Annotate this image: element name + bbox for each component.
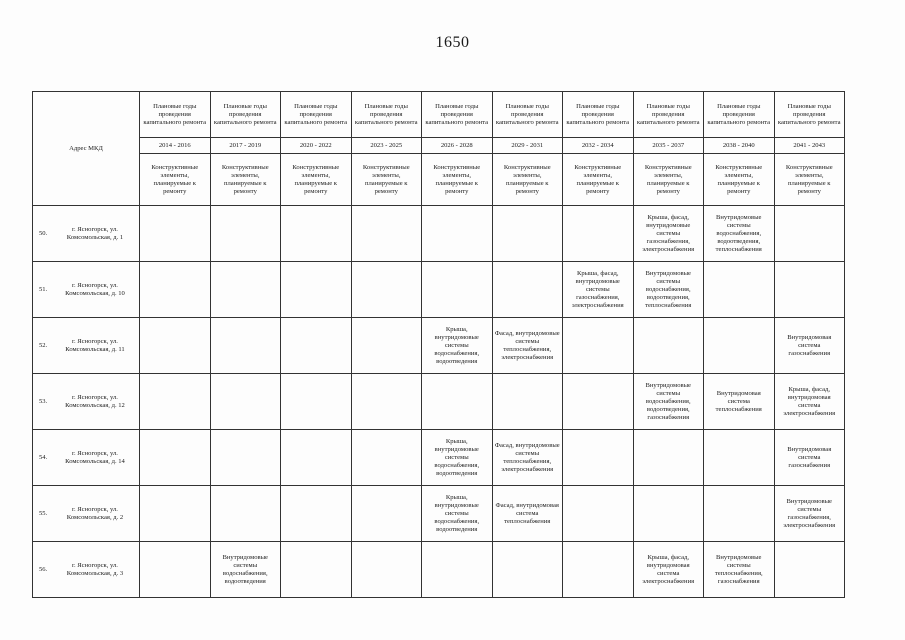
year-range-header: 2026 - 2028 bbox=[422, 138, 493, 154]
repair-elements-cell bbox=[140, 206, 211, 262]
repair-elements-cell bbox=[774, 542, 845, 598]
repair-elements-cell bbox=[140, 374, 211, 430]
repair-elements-cell bbox=[563, 430, 634, 486]
table-row bbox=[33, 206, 845, 262]
repair-elements-cell bbox=[281, 486, 352, 542]
address-text: г. Ясногорск, ул. Комсомольская, д. 11 bbox=[65, 337, 125, 353]
address-cell bbox=[33, 206, 140, 262]
period-label-header: Плановые годы проведения капитального ремонта bbox=[281, 92, 352, 138]
repair-elements-cell bbox=[210, 318, 281, 374]
repair-elements-cell bbox=[774, 206, 845, 262]
address-cell bbox=[33, 262, 140, 318]
table-row bbox=[33, 262, 845, 318]
repair-elements-cell bbox=[633, 318, 704, 374]
row-number: 51. bbox=[39, 285, 48, 293]
elements-label-header: Конструктивные элементы, планируемые к ремонту bbox=[351, 154, 422, 206]
repair-elements-cell: Фасад, внутридомовая система теплоснабжения bbox=[492, 486, 563, 542]
repair-elements-cell bbox=[704, 486, 775, 542]
address-text: г. Ясногорск, ул. Комсомольская, д. 10 bbox=[65, 281, 125, 297]
elements-label-header: Конструктивные элементы, планируемые к ремонту bbox=[140, 154, 211, 206]
repair-elements-cell bbox=[422, 206, 493, 262]
address-cell bbox=[33, 318, 140, 374]
table-row bbox=[33, 486, 845, 542]
repair-elements-cell bbox=[140, 318, 211, 374]
repair-elements-cell bbox=[422, 262, 493, 318]
period-label-header: Плановые годы проведения капитального ремонта bbox=[210, 92, 281, 138]
row-number: 56. bbox=[39, 565, 48, 573]
repair-elements-cell bbox=[704, 430, 775, 486]
repair-elements-cell bbox=[210, 206, 281, 262]
repair-elements-cell bbox=[633, 486, 704, 542]
address-text: г. Ясногорск, ул. Комсомольская, д. 1 bbox=[66, 225, 124, 241]
repair-elements-cell: Крыша, фасад, внутридомовые системы газоснабжения, электроснабжения bbox=[633, 206, 704, 262]
page-number: 1650 bbox=[435, 34, 470, 51]
table-row bbox=[33, 318, 845, 374]
repair-elements-cell bbox=[210, 486, 281, 542]
repair-elements-cell bbox=[351, 374, 422, 430]
repair-elements-cell bbox=[492, 542, 563, 598]
repair-elements-cell bbox=[281, 318, 352, 374]
table-row bbox=[33, 542, 845, 598]
repair-elements-cell: Внутридомовые системы теплоснабжения, газоснабжения bbox=[704, 542, 775, 598]
period-label-header: Плановые годы проведения капитального ремонта bbox=[563, 92, 634, 138]
elements-label-header: Конструктивные элементы, планируемые к ремонту bbox=[633, 154, 704, 206]
repair-elements-cell bbox=[281, 542, 352, 598]
address-text: г. Ясногорск, ул. Комсомольская, д. 2 bbox=[66, 505, 124, 521]
repair-elements-cell: Внутридомовые системы водоснабжения, водоотведения, теплоснабжения bbox=[633, 262, 704, 318]
repair-elements-cell: Внутридомовая система газоснабжения bbox=[774, 318, 845, 374]
repair-elements-cell bbox=[281, 430, 352, 486]
table-row bbox=[33, 430, 845, 486]
repair-elements-cell bbox=[492, 262, 563, 318]
elements-label-header: Конструктивные элементы, планируемые к ремонту bbox=[774, 154, 845, 206]
address-text: г. Ясногорск, ул. Комсомольская, д. 12 bbox=[65, 393, 125, 409]
year-range-header: 2029 - 2031 bbox=[492, 138, 563, 154]
repair-elements-cell: Внутридомовые системы водоснабжения, водоотведения, теплоснабжения bbox=[704, 206, 775, 262]
repair-elements-cell bbox=[140, 542, 211, 598]
header-row-years bbox=[33, 138, 845, 154]
repair-elements-cell bbox=[563, 486, 634, 542]
repair-elements-cell bbox=[704, 262, 775, 318]
repair-elements-cell bbox=[281, 374, 352, 430]
repair-elements-cell bbox=[281, 262, 352, 318]
period-label-header: Плановые годы проведения капитального ремонта bbox=[351, 92, 422, 138]
year-range-header: 2032 - 2034 bbox=[563, 138, 634, 154]
repair-elements-cell bbox=[210, 262, 281, 318]
year-range-header: 2023 - 2025 bbox=[351, 138, 422, 154]
repair-elements-cell bbox=[492, 206, 563, 262]
repair-elements-cell bbox=[774, 262, 845, 318]
table-row bbox=[33, 374, 845, 430]
repair-elements-cell bbox=[351, 542, 422, 598]
repair-elements-cell bbox=[281, 206, 352, 262]
elements-label-header: Конструктивные элементы, планируемые к ремонту bbox=[210, 154, 281, 206]
year-range-header: 2020 - 2022 bbox=[281, 138, 352, 154]
row-number: 50. bbox=[39, 229, 48, 237]
repair-elements-cell bbox=[563, 542, 634, 598]
header-row-elements bbox=[33, 154, 845, 206]
repair-elements-cell: Внутридомовая система газоснабжения bbox=[774, 430, 845, 486]
repair-elements-cell bbox=[210, 374, 281, 430]
repair-elements-cell bbox=[140, 486, 211, 542]
repair-elements-cell: Крыша, фасад, внутридомовая система электроснабжения bbox=[774, 374, 845, 430]
repair-elements-cell: Крыша, внутридомовые системы водоснабжения, водоотведения bbox=[422, 486, 493, 542]
repair-elements-cell bbox=[563, 206, 634, 262]
repair-elements-cell: Фасад, внутридомовые системы теплоснабжения, электроснабжения bbox=[492, 318, 563, 374]
address-cell bbox=[33, 374, 140, 430]
period-label-header: Плановые годы проведения капитального ремонта bbox=[633, 92, 704, 138]
address-cell bbox=[33, 430, 140, 486]
repair-elements-cell bbox=[140, 262, 211, 318]
repair-elements-cell: Внутридомовые системы водоснабжения, водоотведения bbox=[210, 542, 281, 598]
row-number: 54. bbox=[39, 453, 48, 461]
row-number: 53. bbox=[39, 397, 48, 405]
repair-elements-cell bbox=[351, 206, 422, 262]
repair-elements-cell bbox=[563, 318, 634, 374]
repair-elements-cell bbox=[140, 430, 211, 486]
elements-label-header: Конструктивные элементы, планируемые к ремонту bbox=[563, 154, 634, 206]
repair-elements-cell: Крыша, внутридомовые системы водоснабжения, водоотведения bbox=[422, 318, 493, 374]
capital-repair-schedule-table bbox=[32, 91, 845, 598]
period-label-header: Плановые годы проведения капитального ремонта bbox=[492, 92, 563, 138]
repair-elements-cell: Крыша, фасад, внутридомовые системы газоснабжения, электроснабжения bbox=[563, 262, 634, 318]
repair-elements-cell bbox=[351, 430, 422, 486]
elements-label-header: Конструктивные элементы, планируемые к ремонту bbox=[704, 154, 775, 206]
address-cell bbox=[33, 486, 140, 542]
repair-elements-cell bbox=[633, 430, 704, 486]
repair-elements-cell bbox=[704, 318, 775, 374]
year-range-header: 2035 - 2037 bbox=[633, 138, 704, 154]
repair-elements-cell bbox=[492, 374, 563, 430]
address-cell bbox=[33, 542, 140, 598]
period-label-header: Плановые годы проведения капитального ремонта bbox=[422, 92, 493, 138]
row-number: 52. bbox=[39, 341, 48, 349]
year-range-header: 2014 - 2016 bbox=[140, 138, 211, 154]
elements-label-header: Конструктивные элементы, планируемые к ремонту bbox=[422, 154, 493, 206]
repair-elements-cell bbox=[563, 374, 634, 430]
header-row-period bbox=[33, 92, 845, 138]
year-range-header: 2017 - 2019 bbox=[210, 138, 281, 154]
address-text: г. Ясногорск, ул. Комсомольская, д. 14 bbox=[65, 449, 125, 465]
repair-elements-cell bbox=[351, 486, 422, 542]
repair-elements-cell: Внутридомовая система теплоснабжения bbox=[704, 374, 775, 430]
repair-elements-cell: Внутридомовые системы водоснабжения, водоотведения, газоснабжения bbox=[633, 374, 704, 430]
elements-label-header: Конструктивные элементы, планируемые к ремонту bbox=[492, 154, 563, 206]
table-body bbox=[33, 92, 845, 598]
repair-elements-cell bbox=[210, 430, 281, 486]
repair-elements-cell bbox=[351, 262, 422, 318]
repair-elements-cell bbox=[351, 318, 422, 374]
repair-elements-cell bbox=[422, 374, 493, 430]
address-header: Адрес МКД bbox=[33, 92, 140, 206]
period-label-header: Плановые годы проведения капитального ремонта bbox=[140, 92, 211, 138]
year-range-header: 2038 - 2040 bbox=[704, 138, 775, 154]
period-label-header: Плановые годы проведения капитального ремонта bbox=[774, 92, 845, 138]
row-number: 55. bbox=[39, 509, 48, 517]
year-range-header: 2041 - 2043 bbox=[774, 138, 845, 154]
address-text: г. Ясногорск, ул. Комсомольская, д. 3 bbox=[66, 561, 124, 577]
elements-label-header: Конструктивные элементы, планируемые к ремонту bbox=[281, 154, 352, 206]
repair-elements-cell: Крыша, фасад, внутридомовая система электроснабжения bbox=[633, 542, 704, 598]
repair-elements-cell: Внутридомовые системы газоснабжения, электроснабжения bbox=[774, 486, 845, 542]
repair-elements-cell: Крыша, внутридомовые системы водоснабжения, водоотведения bbox=[422, 430, 493, 486]
period-label-header: Плановые годы проведения капитального ремонта bbox=[704, 92, 775, 138]
repair-elements-cell bbox=[422, 542, 493, 598]
repair-elements-cell: Фасад, внутридомовые системы теплоснабжения, электроснабжения bbox=[492, 430, 563, 486]
